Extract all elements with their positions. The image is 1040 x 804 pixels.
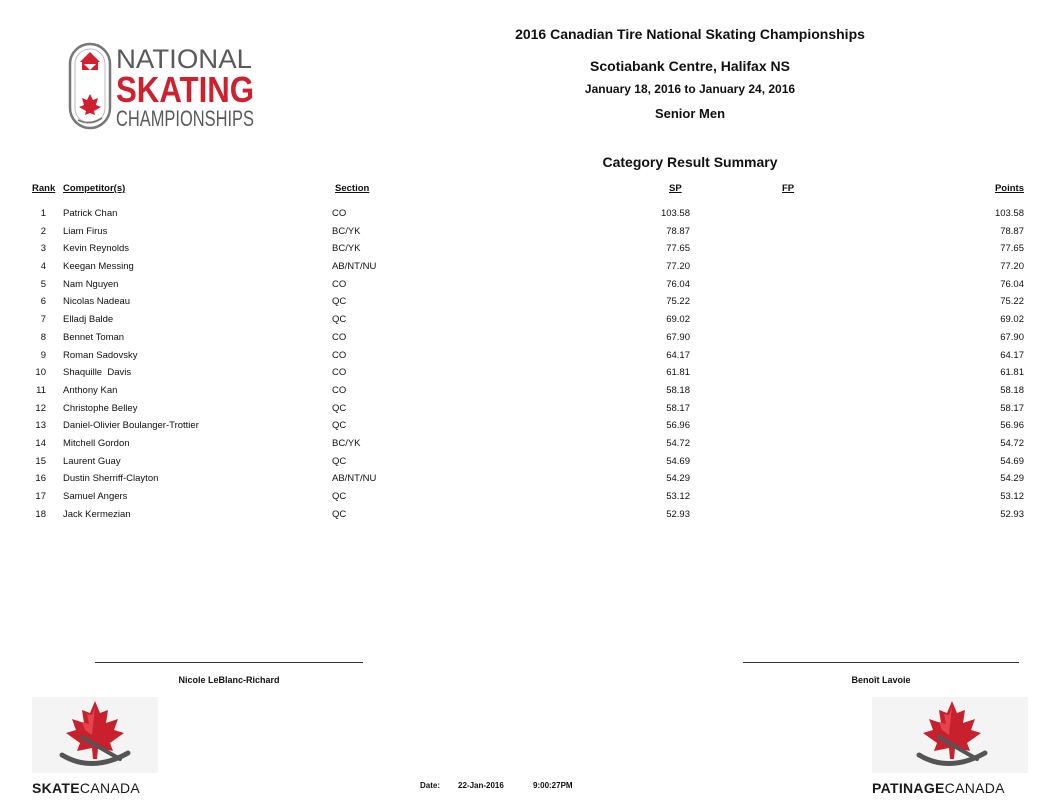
venue: Scotiabank Centre, Halifax NS: [590, 58, 790, 74]
competitor-cell: Liam Firus: [63, 225, 108, 237]
skate-canada-wordmark: [32, 780, 140, 796]
rank-cell: 7: [40, 314, 46, 326]
section-cell: QC: [332, 420, 347, 432]
rank-cell: 11: [36, 384, 46, 396]
rank-cell: 13: [35, 420, 46, 432]
sp-cell: 69.02: [666, 314, 690, 326]
sp-cell: 64.17: [666, 349, 690, 361]
section-cell: QC: [332, 508, 347, 520]
patinage-canada-wordmark: [872, 780, 1005, 796]
logo-text-skating: SKATING: [116, 69, 254, 110]
signature-line-left: [95, 662, 363, 663]
skate-wordmark-rest: CANADA: [79, 780, 141, 796]
sp-cell: 52.93: [666, 508, 690, 520]
rank-cell: 17: [35, 491, 46, 502]
competitor-cell: Samuel Angers: [63, 491, 128, 502]
sp-cell: 76.04: [666, 278, 690, 290]
table-row: [0, 473, 1035, 491]
section-cell: BC/YK: [332, 225, 361, 237]
column-header-section: Section: [335, 183, 370, 194]
logo-text-championships: CHAMPIONSHIPS: [116, 106, 254, 131]
table-row: [0, 296, 1035, 314]
sp-cell: 67.90: [666, 331, 690, 343]
section-cell: CO: [332, 349, 347, 361]
footer-date-label: Date:: [420, 781, 441, 790]
points-cell: 54.72: [1000, 437, 1024, 449]
skate-canada-logo: [32, 697, 158, 773]
competitor-cell: Jack Kermezian: [63, 508, 131, 520]
rank-cell: 9: [40, 349, 46, 361]
rank-cell: 10: [35, 367, 46, 379]
section-cell: QC: [332, 402, 347, 414]
signature-name-right: Benoît Lavoie: [851, 675, 911, 685]
sp-cell: 103.58: [660, 208, 690, 219]
points-cell: 54.69: [1000, 455, 1024, 467]
sp-cell: 53.12: [666, 491, 690, 502]
sp-cell: 54.72: [666, 437, 690, 449]
column-header-fp: FP: [782, 183, 795, 194]
section-cell: BC/YK: [332, 437, 361, 449]
sp-cell: 61.81: [666, 367, 690, 379]
points-cell: 52.93: [1000, 508, 1024, 520]
rank-cell: 12: [35, 402, 46, 414]
points-cell: 103.58: [994, 208, 1024, 219]
competitor-cell: Christophe Belley: [63, 402, 138, 414]
signature-line-right: [743, 662, 1019, 663]
rank-cell: 3: [40, 243, 46, 255]
section-cell: QC: [332, 455, 347, 467]
rank-cell: 18: [35, 508, 46, 520]
section-cell: CO: [332, 278, 347, 290]
section-cell: QC: [332, 314, 347, 326]
patinage-wordmark-rest: CANADA: [944, 780, 1005, 796]
table-row: [0, 403, 1035, 421]
column-header-rank: Rank: [32, 183, 56, 194]
sp-cell: 77.20: [666, 261, 690, 273]
patinage-wordmark-bold: PATINAGE: [872, 780, 945, 796]
table-row: [0, 226, 1035, 244]
competitor-cell: Laurent Guay: [63, 455, 121, 467]
table-row: [0, 456, 1035, 474]
points-cell: 53.12: [1000, 491, 1024, 502]
competitor-cell: Kevin Reynolds: [63, 243, 130, 255]
points-cell: 54.29: [1000, 473, 1024, 485]
competitor-cell: Keegan Messing: [63, 261, 134, 273]
event-title: 2016 Canadian Tire National Skating Championships: [515, 26, 865, 42]
section-cell: AB/NT/NU: [332, 473, 377, 485]
results-table: [0, 208, 1035, 526]
points-cell: 77.65: [1000, 243, 1024, 255]
maple-leaf-skater-icon: [872, 697, 1028, 773]
table-row: [0, 279, 1035, 297]
patinage-canada-logo: [872, 697, 1028, 773]
points-cell: 58.18: [1000, 384, 1024, 396]
competitor-cell: Daniel-Olivier Boulanger-Trottier: [63, 420, 199, 432]
points-cell: 67.90: [1000, 331, 1024, 343]
section-cell: CO: [332, 208, 347, 219]
points-cell: 58.17: [1000, 402, 1024, 414]
points-cell: 77.20: [1000, 261, 1024, 273]
rank-cell: 14: [35, 437, 46, 449]
competitor-cell: Roman Sadovsky: [63, 349, 138, 361]
table-row: [0, 420, 1035, 438]
table-row: [0, 314, 1035, 332]
rank-cell: 4: [40, 261, 46, 273]
competitor-cell: Patrick Chan: [63, 208, 118, 219]
points-cell: 61.81: [1000, 367, 1024, 379]
points-cell: 69.02: [1000, 314, 1024, 326]
competitor-cell: Nicolas Nadeau: [63, 296, 131, 308]
table-row: [0, 438, 1035, 456]
sp-cell: 77.65: [666, 243, 690, 255]
rank-cell: 6: [40, 296, 46, 308]
skate-wordmark-bold: SKATE: [32, 780, 80, 796]
points-cell: 76.04: [1000, 278, 1024, 290]
section-cell: CO: [332, 331, 347, 343]
table-row: [0, 332, 1035, 350]
table-row: [0, 385, 1035, 403]
points-cell: 78.87: [1000, 225, 1024, 237]
competitor-cell: Dustin Sherriff-Clayton: [63, 473, 159, 485]
rank-cell: 2: [40, 225, 46, 237]
signature-name-left: Nicole LeBlanc-Richard: [178, 675, 280, 685]
points-cell: 56.96: [1000, 420, 1024, 432]
competitor-cell: Anthony Kan: [63, 384, 118, 396]
national-skating-championships-logo: [68, 40, 258, 132]
table-row: [0, 208, 1035, 226]
table-row: [0, 350, 1035, 368]
section-cell: CO: [332, 367, 347, 379]
sp-cell: 58.18: [666, 384, 690, 396]
competitor-cell: Shaquille Davis: [63, 367, 132, 379]
column-header-competitor: Competitor(s): [63, 183, 126, 194]
category-title: Senior Men: [654, 106, 726, 121]
maple-leaf-skater-icon: [32, 697, 158, 773]
sp-cell: 54.29: [666, 473, 690, 485]
rank-cell: 8: [40, 331, 46, 343]
sp-cell: 58.17: [666, 402, 690, 414]
sp-cell: 54.69: [666, 455, 690, 467]
rank-cell: 1: [40, 208, 46, 219]
table-row: [0, 243, 1035, 261]
summary-title: Category Result Summary: [602, 154, 778, 170]
table-row: [0, 491, 1035, 509]
points-cell: 64.17: [1000, 349, 1024, 361]
section-cell: AB/NT/NU: [332, 261, 377, 273]
footer-date: 22-Jan-2016: [458, 781, 504, 790]
competitor-cell: Nam Nguyen: [63, 278, 119, 290]
sp-cell: 78.87: [666, 225, 690, 237]
table-row: [0, 367, 1035, 385]
section-cell: QC: [332, 491, 347, 502]
points-cell: 75.22: [1000, 296, 1024, 308]
section-cell: BC/YK: [332, 243, 361, 255]
column-header-sp: SP: [669, 183, 682, 194]
section-cell: CO: [332, 384, 347, 396]
footer-time: 9:00:27PM: [533, 781, 573, 790]
section-cell: QC: [332, 296, 347, 308]
competitor-cell: Bennet Toman: [63, 331, 125, 343]
column-header-points: Points: [994, 183, 1024, 194]
event-dates: January 18, 2016 to January 24, 2016: [584, 82, 796, 96]
logo-text-national: NATIONAL: [116, 44, 252, 74]
rank-cell: 15: [35, 455, 46, 467]
rank-cell: 5: [40, 278, 46, 290]
sp-cell: 56.96: [666, 420, 690, 432]
table-row: [0, 261, 1035, 279]
competitor-cell: Mitchell Gordon: [63, 437, 130, 449]
table-row: [0, 509, 1035, 527]
competitor-cell: Elladj Balde: [63, 314, 114, 326]
rank-cell: 16: [35, 473, 46, 485]
sp-cell: 75.22: [666, 296, 690, 308]
